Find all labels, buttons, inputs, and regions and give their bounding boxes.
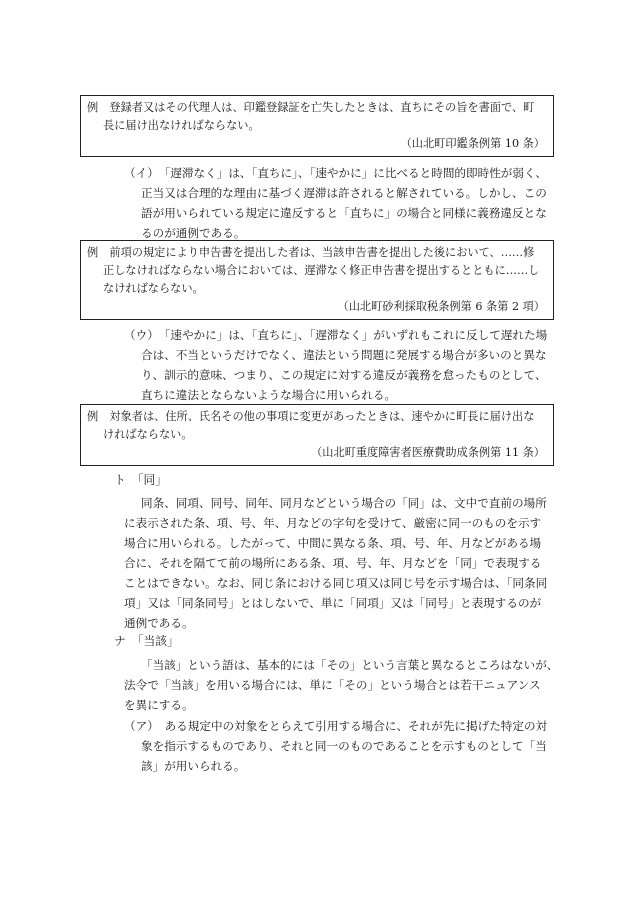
section-body-na	[124, 655, 558, 715]
example-line: 例 対象者は、住所、氏名その他の事項に変更があったときは、速やかに町長に届け出な	[87, 410, 535, 423]
example-box-2	[80, 240, 554, 320]
section-heading-na: ナ 「当該」	[114, 634, 179, 648]
text-line: 通例である。	[124, 616, 194, 630]
example-line: 例 前項の規定により申告書を提出した者は、当該申告書を提出した後において、……修	[87, 246, 535, 259]
text-line: （ア） ある規定中の対象をとらえて引用する場合に、それが先に掲げた特定の対	[124, 719, 548, 733]
text-line: 法令で「当該」を用いる場合には、単に「その」という場合とは若干ニュアンス	[124, 678, 541, 692]
paragraph-i	[124, 163, 547, 243]
text-line: るのが通例である。	[141, 226, 246, 240]
example-line: 例 登録者又はその代理人は、印鑑登録証を亡失したときは、直ちにその旨を書面で、町	[87, 101, 535, 114]
example-line: ければならない。	[103, 428, 193, 441]
example-line: 長に届け出なければならない。	[103, 119, 260, 132]
text-line: 場合に用いられる。したがって、中間に異なる条、項、号、年、月などがある場	[124, 536, 542, 550]
section-heading-to: ト 「同」	[114, 473, 168, 487]
paragraph-u	[124, 325, 547, 405]
text-line: （イ） 「遅滞なく」は、「直ちに」、「速やかに」に比べると時間的即時性が弱く、	[124, 166, 547, 180]
text-line: 正当又は合理的な理由に基づく遅滞は許されると解されている。しかし、この	[141, 186, 547, 200]
text-line: 語が用いられている規定に違反すると「直ちに」の場合と同様に義務違反とな	[141, 206, 547, 220]
text-line: 「当該」という語は、基本的には「その」という言葉と異なるところはないが、	[141, 658, 559, 672]
text-line: 項」又は「同条同号」とはしないで、単に「同項」又は「同号」と表現するのが	[124, 596, 542, 610]
text-line: に表示された条、項、号、年、月などの字句を受けて、厳密に同一のものを示す	[124, 516, 542, 530]
citation: （山北町印鑑条例第 10 条）	[400, 137, 545, 150]
text-line: （ウ） 「速やかに」は、「直ちに」、「遅滞なく」がいずれもこれに反して遅れた場	[124, 328, 548, 342]
text-line: 同条、同項、同号、同年、同月などという場合の「同」は、文中で直前の場所	[141, 496, 547, 510]
citation: （山北町砂利採取税条例第 6 条第 2 項）	[337, 300, 545, 313]
section-body-to	[124, 493, 547, 633]
text-line: 合に、それを隔てて前の場所にある条、項、号、年、月などを「同」で表現する	[124, 556, 542, 570]
paragraph-a	[124, 716, 547, 776]
text-line: ことはできない。なお、同じ条における同じ項又は同じ号を示す場合は、「同条同	[124, 576, 548, 590]
text-line: を異にする。	[124, 698, 194, 712]
example-line: 正しなければならない場合においては、遅滞なく修正申告書を提出するとともに……し	[103, 264, 540, 277]
text-line: 合は、不当というだけでなく、違法という問題に発展する場合が多いのと異な	[141, 348, 547, 362]
text-line: り、訓示的意味、つまり、この規定に対する違反が義務を怠ったものとして、	[141, 368, 547, 382]
citation: （山北町重度障害者医療費助成条例第 11 条）	[311, 446, 545, 459]
text-line: 象を指示するものであり、それと同一のものであることを示すものとして「当	[141, 739, 547, 753]
example-box-1	[80, 95, 554, 157]
example-line: なければならない。	[103, 282, 204, 295]
text-line: 該」が用いられる。	[141, 759, 246, 773]
example-box-3	[80, 404, 554, 466]
text-line: 直ちに違法とならないような場合に用いられる。	[141, 388, 397, 402]
